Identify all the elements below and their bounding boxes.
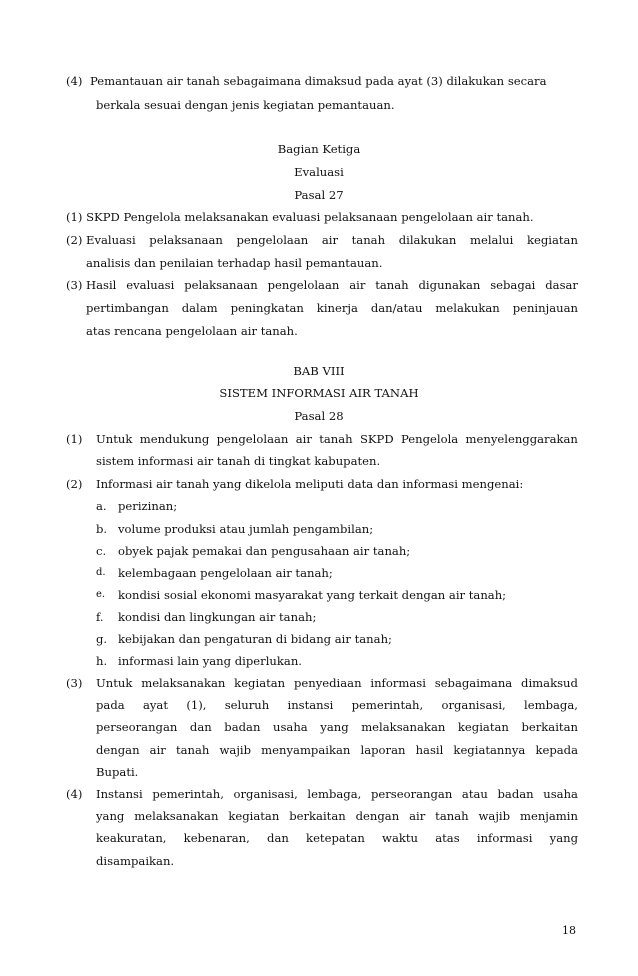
word: organisasi, bbox=[441, 698, 506, 712]
list-letter: d. bbox=[96, 567, 106, 578]
list-letter: h. bbox=[96, 654, 108, 668]
word: digunakan bbox=[418, 278, 481, 292]
text-line: (1) SKPD Pengelola melaksanakan evaluasi pelaksanaan pengelolaan air tanah. bbox=[66, 210, 534, 224]
word: hasil bbox=[415, 743, 444, 757]
word: kegiatan bbox=[526, 233, 578, 247]
list-letter: b. bbox=[96, 522, 108, 536]
word: berkaitan bbox=[289, 809, 346, 823]
word: usaha bbox=[543, 787, 578, 801]
word: pelaksanaan bbox=[184, 278, 258, 292]
word: kebenaran, bbox=[183, 831, 250, 845]
word: air bbox=[295, 432, 312, 446]
text-line bbox=[96, 431, 578, 447]
word: atau bbox=[461, 787, 488, 801]
word: melaksanakan bbox=[361, 720, 446, 734]
word: wajib bbox=[219, 743, 252, 757]
list-item: kebijakan dan pengaturan di bidang air tanah; bbox=[118, 632, 392, 646]
word: kegiatannya bbox=[453, 743, 526, 757]
word: pertimbangan bbox=[86, 301, 169, 315]
word: Untuk bbox=[96, 676, 133, 690]
word: pemerintah, bbox=[351, 698, 424, 712]
article-heading: Pasal 27 bbox=[294, 188, 344, 202]
section-heading: Evaluasi bbox=[294, 165, 344, 179]
word: dan bbox=[189, 720, 212, 734]
word: usaha bbox=[272, 720, 308, 734]
list-letter: f. bbox=[96, 610, 104, 624]
word: tanah bbox=[375, 278, 409, 292]
word: Pengelola bbox=[400, 432, 459, 446]
word: melaksanakan bbox=[134, 809, 219, 823]
list-letter: g. bbox=[96, 632, 108, 646]
text-line bbox=[96, 697, 578, 713]
word: informasi bbox=[476, 831, 533, 845]
word: dengan bbox=[355, 809, 400, 823]
word: tanah bbox=[435, 809, 469, 823]
word: perseorangan bbox=[370, 787, 453, 801]
paragraph-number: (1) bbox=[66, 432, 83, 446]
article-heading: Pasal 28 bbox=[294, 409, 344, 423]
word: badan bbox=[497, 787, 534, 801]
word: dimaksud bbox=[521, 676, 578, 690]
word: mendukung bbox=[139, 432, 210, 446]
word: seluruh bbox=[224, 698, 270, 712]
text-line bbox=[86, 300, 578, 316]
word: lembaga, bbox=[524, 698, 578, 712]
chapter-title: SISTEM INFORMASI AIR TANAH bbox=[219, 386, 419, 400]
word: yang bbox=[320, 720, 349, 734]
word: informasi bbox=[370, 676, 426, 690]
word: pemerintah, bbox=[152, 787, 224, 801]
section-heading: Bagian Ketiga bbox=[277, 142, 361, 156]
word: air bbox=[321, 233, 339, 247]
chapter-heading: BAB VIII bbox=[293, 364, 345, 378]
word: yang bbox=[96, 809, 125, 823]
paragraph-number: (3) bbox=[66, 676, 83, 690]
word: waktu bbox=[382, 831, 419, 845]
list-item: perizinan; bbox=[118, 499, 178, 513]
word: evaluasi bbox=[126, 278, 175, 292]
text-line: sistem informasi air tanah di tingkat kabupaten. bbox=[96, 454, 381, 468]
word: wajib bbox=[478, 809, 511, 823]
text-line bbox=[96, 808, 578, 824]
word: SKPD bbox=[359, 432, 394, 446]
text-line bbox=[86, 277, 578, 293]
word: dan bbox=[267, 831, 289, 845]
word: peningkatan bbox=[230, 301, 304, 315]
text-line: berkala sesuai dengan jenis kegiatan pemantauan. bbox=[96, 98, 395, 112]
word: tanah bbox=[319, 432, 353, 446]
text-line: Pemantauan air tanah sebagaimana dimaksud pada ayat (3) dilakukan secara bbox=[90, 74, 547, 88]
page-number: 18 bbox=[562, 924, 576, 937]
word: Hasil bbox=[86, 278, 117, 292]
word: instansi bbox=[287, 698, 334, 712]
word: kegiatan bbox=[234, 676, 286, 690]
word: melaksanakan bbox=[141, 676, 226, 690]
word: air bbox=[409, 809, 426, 823]
paragraph-number: (4) bbox=[66, 74, 83, 88]
word: Evaluasi bbox=[86, 233, 136, 247]
text-line bbox=[96, 786, 578, 802]
list-item: kondisi sosial ekonomi masyarakat yang terkait dengan air tanah; bbox=[118, 588, 507, 602]
word: pengelolaan bbox=[216, 432, 289, 446]
word: kepada bbox=[535, 743, 578, 757]
text-line: Informasi air tanah yang dikelola meliputi data dan informasi mengenai: bbox=[96, 477, 524, 491]
word: yang bbox=[549, 831, 578, 845]
word: dalam bbox=[181, 301, 218, 315]
word: peninjauan bbox=[512, 301, 578, 315]
list-item: obyek pajak pemakai dan pengusahaan air tanah; bbox=[118, 544, 411, 558]
word: air bbox=[149, 743, 166, 757]
word: menyampaikan bbox=[261, 743, 351, 757]
text-line bbox=[86, 232, 578, 248]
word: (1), bbox=[186, 698, 207, 712]
list-item: kelembagaan pengelolaan air tanah; bbox=[118, 566, 333, 580]
word: pengelolaan bbox=[236, 233, 309, 247]
text-line: atas rencana pengelolaan air tanah. bbox=[86, 324, 298, 338]
text-line bbox=[96, 719, 578, 735]
word: kegiatan bbox=[228, 809, 280, 823]
word: sebagai bbox=[490, 278, 536, 292]
word: menjamin bbox=[519, 809, 578, 823]
paragraph-number: (2) bbox=[66, 233, 83, 247]
paragraph-number: (4) bbox=[66, 787, 83, 801]
word: berkaitan bbox=[521, 720, 578, 734]
word: perseorangan bbox=[96, 720, 178, 734]
word: penyediaan bbox=[293, 676, 362, 690]
list-item: informasi lain yang diperlukan. bbox=[118, 654, 302, 668]
list-item: kondisi dan lingkungan air tanah; bbox=[118, 610, 317, 624]
word: tanah bbox=[175, 743, 210, 757]
word: kegiatan bbox=[457, 720, 509, 734]
word: dasar bbox=[545, 278, 578, 292]
word: tanah bbox=[351, 233, 386, 247]
word: laporan bbox=[360, 743, 406, 757]
list-letter: e. bbox=[96, 589, 106, 600]
word: menyelenggarakan bbox=[465, 432, 578, 446]
word: melakukan bbox=[435, 301, 500, 315]
word: pelaksanaan bbox=[149, 233, 223, 247]
word: dilakukan bbox=[398, 233, 457, 247]
paragraph-number: (2) bbox=[66, 477, 83, 491]
word: ketepatan bbox=[306, 831, 365, 845]
list-letter: c. bbox=[96, 544, 107, 558]
word: organisasi, bbox=[233, 787, 298, 801]
word: keakuratan, bbox=[96, 831, 167, 845]
word: pada bbox=[96, 698, 125, 712]
text-line bbox=[96, 675, 578, 691]
word: pengelolaan bbox=[267, 278, 340, 292]
text-line bbox=[96, 830, 578, 846]
word: sebagaimana bbox=[434, 676, 513, 690]
word: atas bbox=[435, 831, 460, 845]
word: dan/atau bbox=[370, 301, 423, 315]
text-line bbox=[96, 742, 578, 758]
word: Untuk bbox=[96, 432, 133, 446]
text-line: analisis dan penilaian terhadap hasil pemantauan. bbox=[86, 256, 383, 270]
word: kinerja bbox=[316, 301, 358, 315]
paragraph-number: (3) bbox=[66, 278, 83, 292]
word: badan bbox=[224, 720, 261, 734]
word: ayat bbox=[142, 698, 169, 712]
list-item: volume produksi atau jumlah pengambilan; bbox=[118, 522, 374, 536]
text-line: disampaikan. bbox=[96, 854, 175, 868]
word: lembaga, bbox=[307, 787, 362, 801]
word: melalui bbox=[469, 233, 514, 247]
word: Instansi bbox=[96, 787, 143, 801]
word: dengan bbox=[96, 743, 140, 757]
list-letter: a. bbox=[96, 499, 107, 513]
word: air bbox=[349, 278, 366, 292]
text-line: Bupati. bbox=[96, 765, 139, 779]
